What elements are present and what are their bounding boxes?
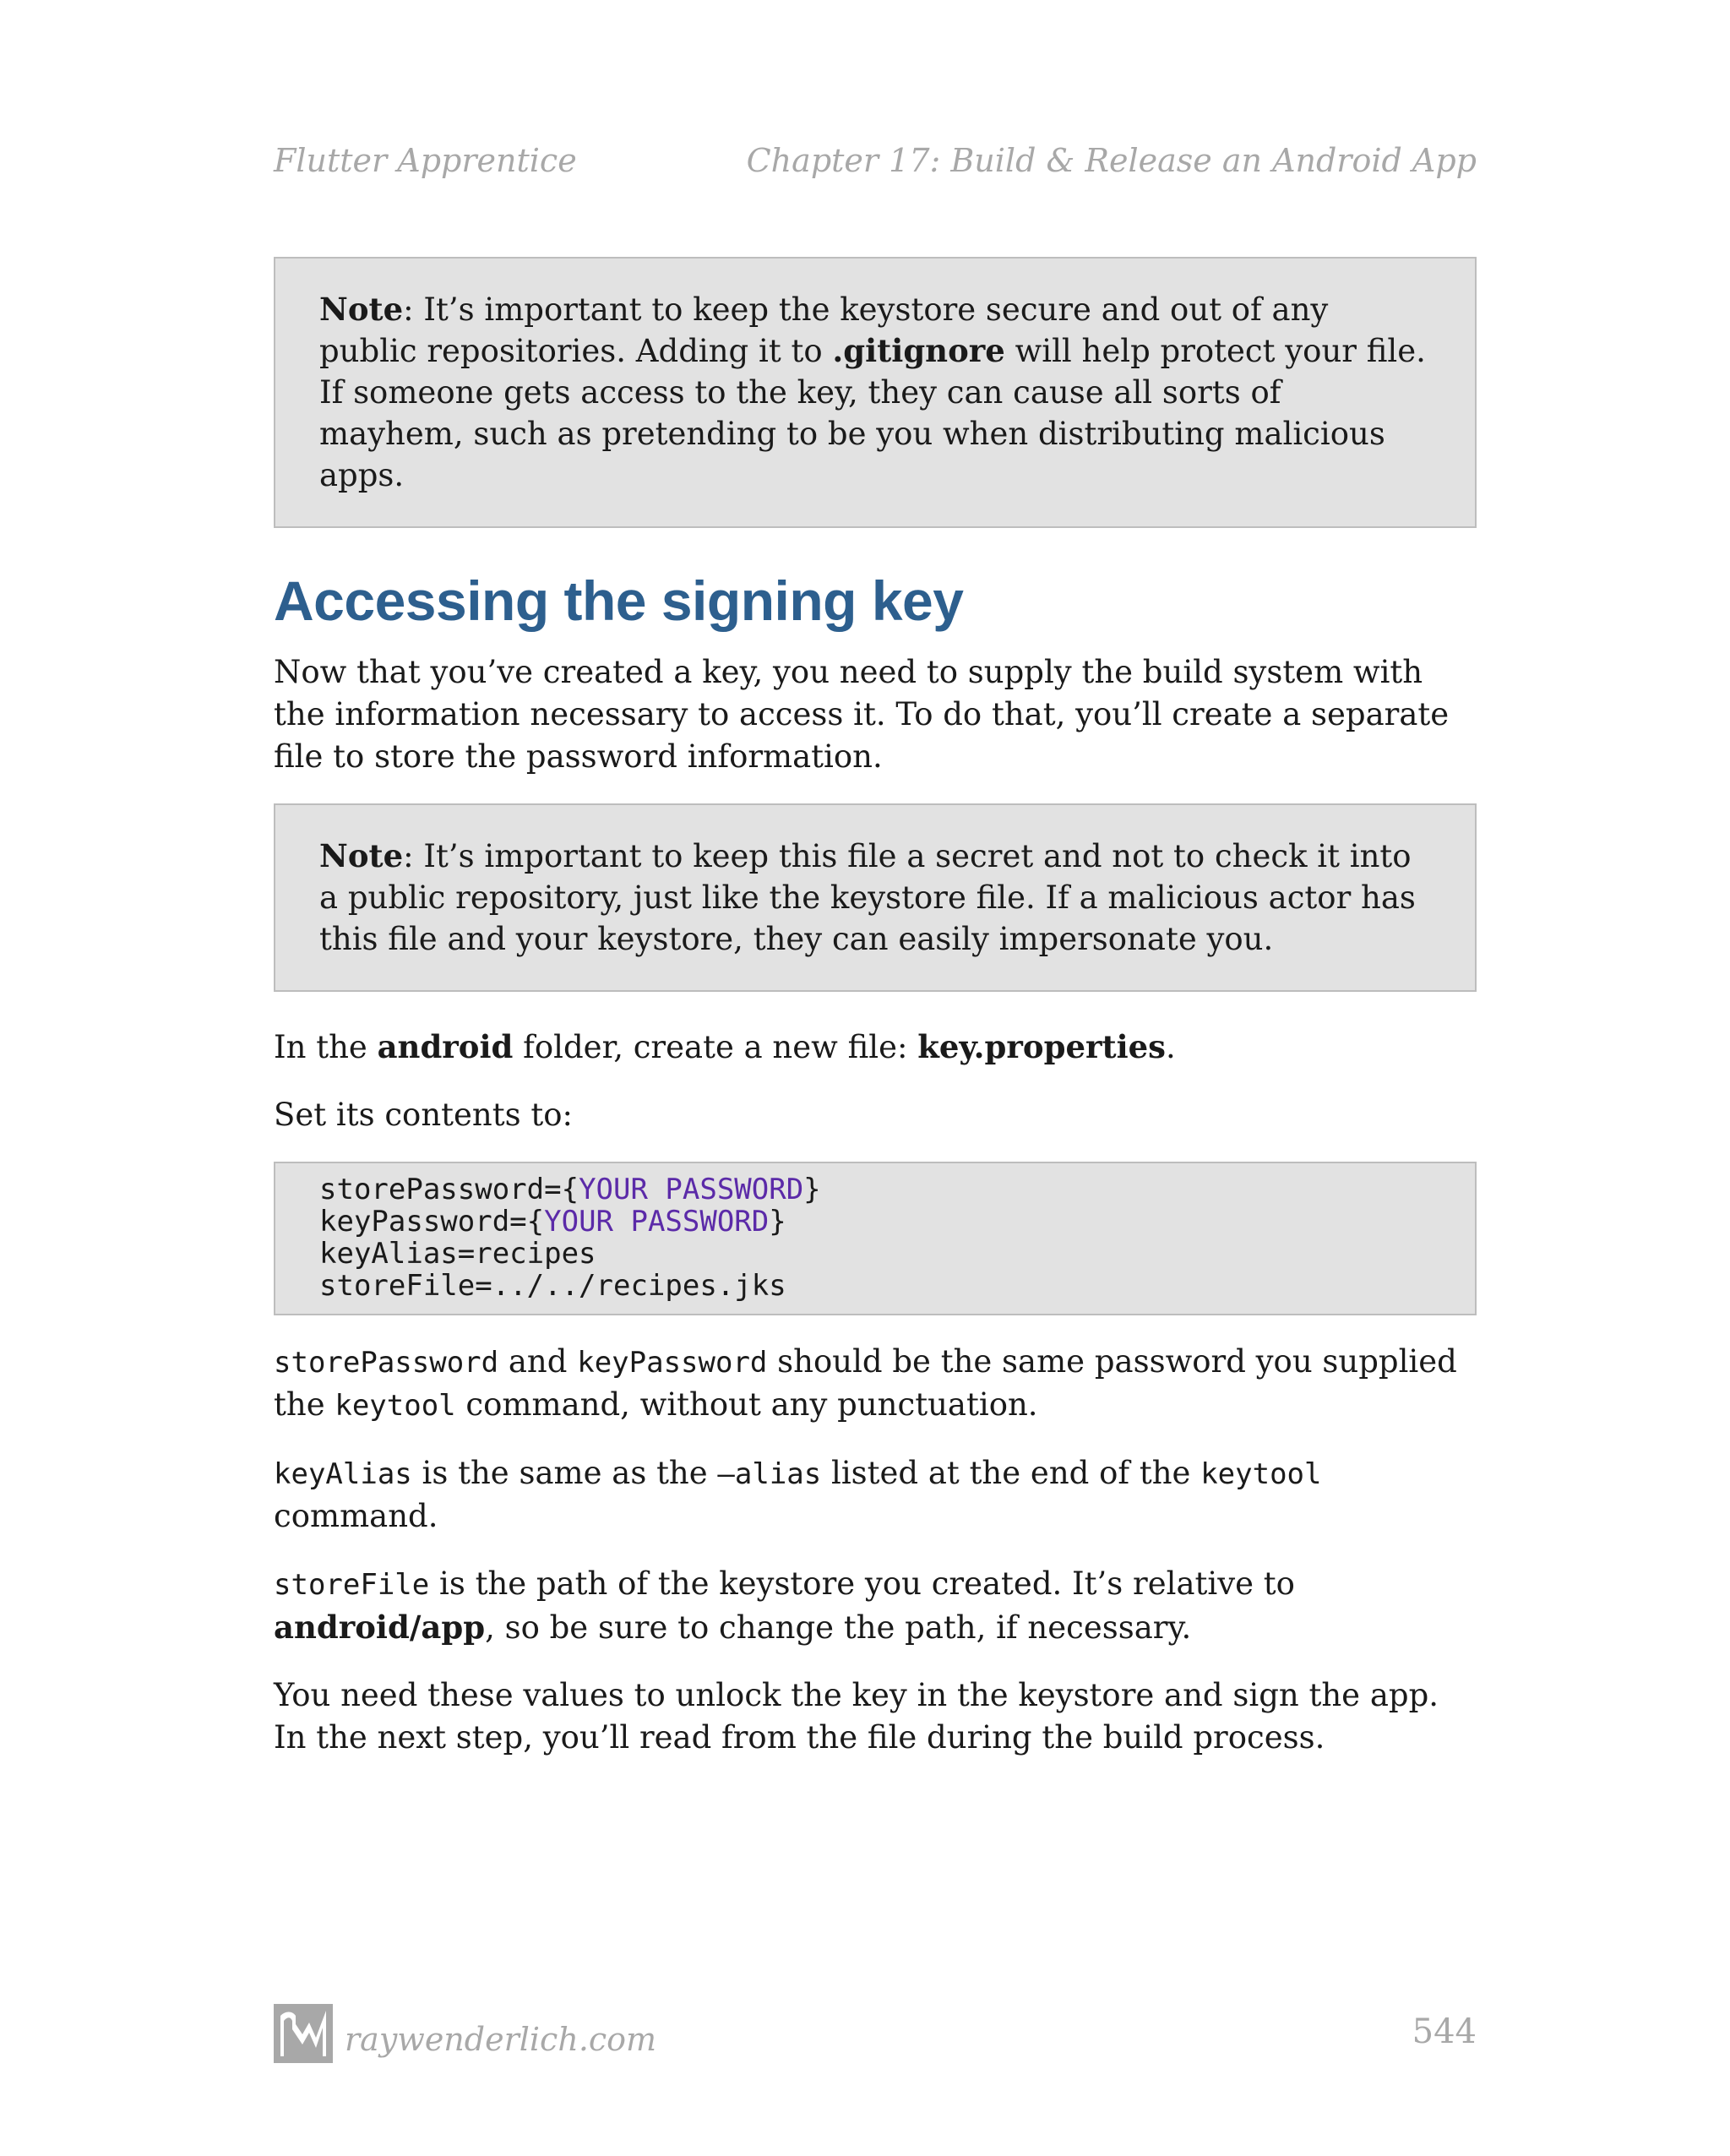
code-value: YOUR PASSWORD (579, 1173, 804, 1206)
note-text: will help protect your file. If someone gets access to the key, they can cause all sorts of mayhem, such as pretending to be you when distributing malicious apps. (319, 333, 1426, 493)
page-content (274, 257, 1477, 1784)
text-run: , so be sure to change the path, if necessary. (485, 1609, 1192, 1646)
inline-code: –alias (717, 1457, 822, 1491)
text-run: listed at the end of the (821, 1455, 1201, 1491)
inline-code: storeFile (274, 1568, 430, 1602)
section-heading: Accessing the signing key (274, 569, 964, 632)
text-run: is the same as the (411, 1455, 718, 1491)
note-text: : It’s important to keep this file a secret and not to check it into a public repository, just like the keystore file. If a malicious actor has this file and your keystore, they can easily impersonate you. (319, 838, 1416, 957)
text-run: is the path of the keystore you created. It’s relative to (429, 1565, 1295, 1602)
inline-code: keyAlias (274, 1457, 412, 1491)
note-callout-secret (274, 803, 1477, 992)
book-title: Flutter Apprentice (274, 142, 577, 179)
gitignore-term: .gitignore (832, 332, 1005, 369)
running-header (274, 142, 1477, 189)
text-run: should be the same password you supplied the (274, 1343, 1457, 1423)
note-text: : It’s important to keep the keystore secure and out of any public repositories. Adding it to (319, 291, 1329, 369)
inline-code: keytool (335, 1389, 456, 1423)
inline-code: keyPassword (577, 1346, 768, 1380)
create-file-paragraph (274, 1026, 1477, 1069)
code-line: keyAlias=recipes (319, 1237, 596, 1271)
passwords-paragraph (274, 1341, 1477, 1427)
final-paragraph: You need these values to unlock the key in the keystore and sign the app. In the next step, you’ll read from the file during the build process. (274, 1677, 1439, 1756)
code-brace: { (526, 1205, 545, 1239)
note-label: Note (319, 837, 404, 874)
code-brace: { (561, 1173, 579, 1206)
code-key: keyPassword= (319, 1205, 527, 1239)
code-line (319, 1206, 1431, 1238)
intro-paragraph: Now that you’ve created a key, you need to supply the build system with the information necessary to access it. To do that, you’ll create a separate file to store the password information. (274, 654, 1450, 775)
code-value: YOUR PASSWORD (544, 1205, 770, 1239)
android-app-term: android/app (274, 1609, 486, 1646)
text-run: . (1166, 1029, 1176, 1065)
code-line (319, 1173, 1431, 1206)
code-brace: } (803, 1173, 821, 1206)
note-label: Note (319, 291, 404, 328)
page-number: 544 (1412, 2012, 1477, 2051)
key-properties-term: key.properties (917, 1028, 1166, 1065)
text-run: folder, create a new file: (513, 1029, 918, 1065)
code-key: storePassword= (319, 1173, 562, 1206)
text-run: command. (274, 1498, 438, 1534)
inline-code: storePassword (274, 1346, 499, 1380)
chapter-title: Chapter 17: Build & Release an Android App (746, 142, 1477, 179)
code-line: storeFile=../../recipes.jks (319, 1269, 786, 1303)
alias-paragraph (274, 1452, 1477, 1538)
text-run: and (498, 1343, 578, 1380)
raywenderlich-logo-icon (274, 2004, 333, 2063)
code-block (274, 1162, 1477, 1315)
text-run: command, without any punctuation. (455, 1386, 1038, 1423)
storefile-paragraph (274, 1563, 1477, 1649)
footer-site-name: raywenderlich.com (345, 2021, 657, 2058)
code-brace: } (769, 1205, 786, 1239)
text-run: In the (274, 1029, 378, 1065)
note-callout-keystore (274, 257, 1477, 528)
inline-code: keytool (1200, 1457, 1322, 1491)
set-contents-paragraph: Set its contents to: (274, 1097, 573, 1133)
android-folder-term: android (377, 1028, 514, 1065)
